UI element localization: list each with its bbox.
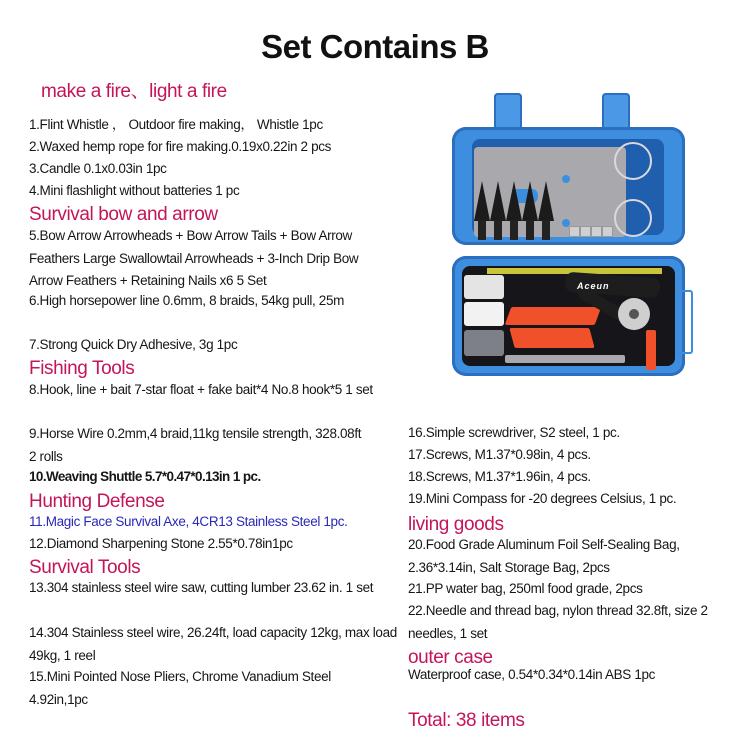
thread-spool	[464, 275, 504, 299]
list-item: 15.Mini Pointed Nose Pliers, Chrome Vanadium Steel 4.92in,1pc	[29, 669, 331, 707]
tape-roll	[618, 298, 650, 330]
list-item: 17.Screws, M1.37*0.98in, 4 pcs.	[408, 447, 591, 462]
arrowhead-icon	[474, 181, 490, 221]
arrow-feather	[505, 307, 602, 325]
wire-saw-ring	[614, 199, 652, 237]
section-heading-living: living goods	[408, 514, 504, 535]
list-item: 6.High horsepower line 0.6mm, 8 braids, 54kg pull, 25m	[29, 293, 345, 308]
list-item: 10.Weaving Shuttle 5.7*0.47*0.13in 1 pc.	[29, 469, 261, 484]
list-item: 9.Horse Wire 0.2mm,4 braid,11kg tensile strength, 328.08ft 2 rolls	[29, 426, 362, 464]
case-latch	[681, 290, 693, 354]
list-item: 13.304 stainless steel wire saw, cutting lumber 23.62 in. 1 set	[29, 580, 374, 595]
list-item: 1.Flint Whistle ， Outdoor fire making， Whistle 1pc	[29, 117, 323, 132]
list-item-highlighted: 11.Magic Face Survival Axe, 4CR13 Stainless Steel 1pc.	[29, 514, 348, 529]
section-heading-fishing: Fishing Tools	[29, 358, 135, 379]
total-count: Total: 38 items	[408, 710, 525, 731]
list-item: 20.Food Grade Aluminum Foil Self-Sealing Bag, 2.36*3.14in, Salt Storage Bag, 2pcs	[408, 537, 680, 575]
list-item: 4.Mini flashlight without batteries 1 pc	[29, 183, 240, 198]
arrowhead-icon	[538, 181, 554, 221]
brand-logo: Aceun	[577, 281, 610, 291]
list-item: 3.Candle 0.1x0.03in 1pc	[29, 161, 167, 176]
arrowhead-icon	[522, 181, 538, 221]
list-item: 7.Strong Quick Dry Adhesive, 3g 1pc	[29, 337, 238, 352]
arrowhead-icon	[506, 181, 522, 221]
list-item: 5.Bow Arrow Arrowheads + Bow Arrow Tails + Bow Arrow Feathers Large Swallowtail Arrowheads + 3-Inch Drip Bow Arrow Feathers + Retaining Nails x6 5 Set	[29, 228, 359, 288]
section-heading-outer: outer case	[408, 647, 493, 668]
wire-spool	[464, 330, 504, 356]
list-item: 14.304 Stainless steel wire, 26.24ft, load capacity 12kg, max load 49kg, 1 reel	[29, 625, 397, 663]
section-heading-fire: make a fire、light a fire	[41, 81, 227, 102]
arrow-feather	[509, 328, 594, 348]
page-title: Set Contains B	[261, 28, 489, 65]
list-item: 22.Needle and thread bag, nylon thread 32.8ft, size 2 needles, 1 set	[408, 603, 708, 641]
section-heading-hunting: Hunting Defense	[29, 491, 165, 512]
list-item: 12.Diamond Sharpening Stone 2.55*0.78in1pc	[29, 536, 293, 551]
list-item: 18.Screws, M1.37*1.96in, 4 pcs.	[408, 469, 591, 484]
weaving-shuttle	[505, 355, 625, 363]
section-heading-survival: Survival Tools	[29, 557, 141, 578]
arrowhead-icon	[490, 181, 506, 221]
section-heading-bow: Survival bow and arrow	[29, 204, 218, 225]
list-item: 8.Hook, line + bait 7-star float + fake bait*4 No.8 hook*5 1 set	[29, 382, 373, 397]
list-item: 2.Waxed hemp rope for fire making.0.19x0.22in 2 pcs	[29, 139, 332, 154]
list-item: Waterproof case, 0.54*0.34*0.14in ABS 1pc	[408, 667, 656, 682]
wire-saw-ring	[614, 142, 652, 180]
thread-spool	[464, 302, 504, 326]
list-item: 16.Simple screwdriver, S2 steel, 1 pc.	[408, 425, 620, 440]
list-item: 21.PP water bag, 250ml food grade, 2pcs	[408, 581, 643, 596]
list-item: 19.Mini Compass for -20 degrees Celsius, 1 pc.	[408, 491, 677, 506]
